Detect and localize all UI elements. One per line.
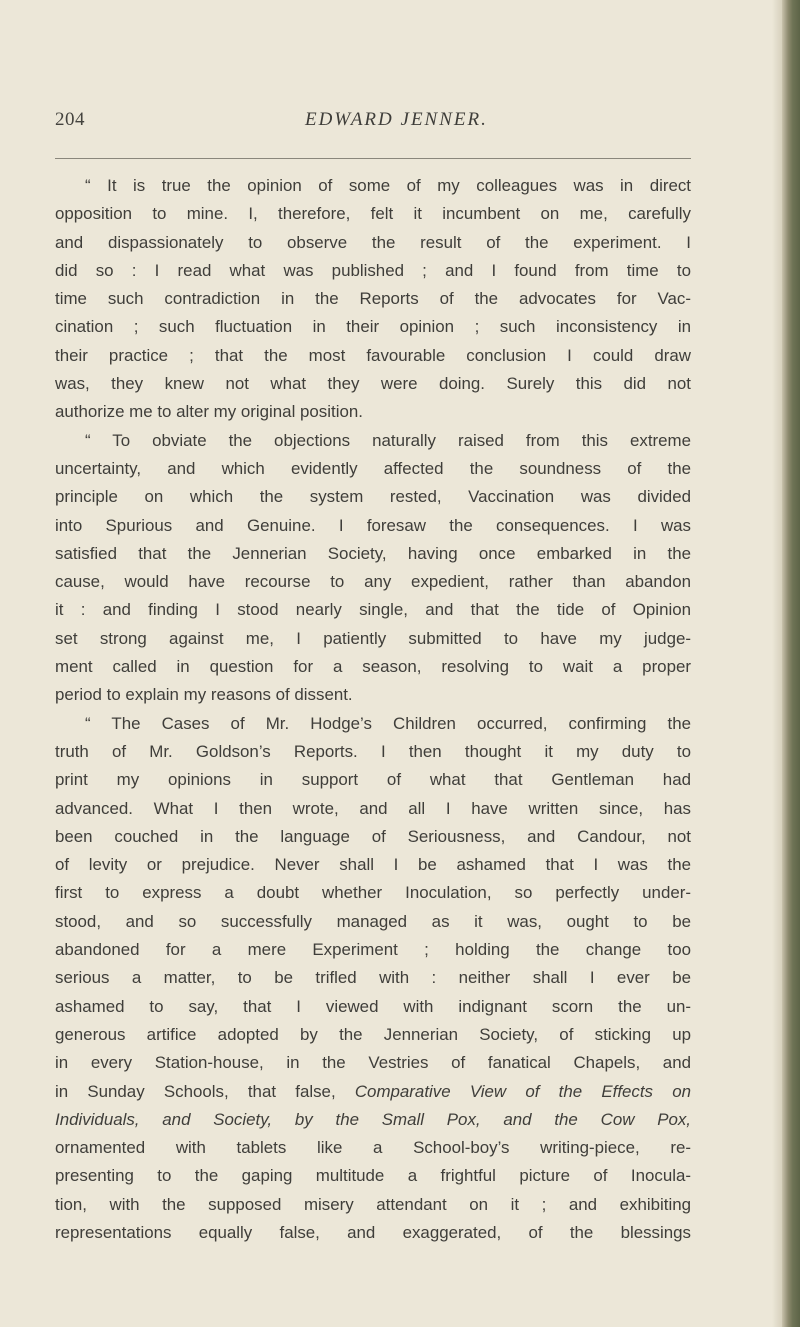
text-line: stood, and so successfully managed as it was, ought to be bbox=[55, 911, 691, 931]
text-line: “ The Cases of Mr. Hodge’s Children occurred, confirming the bbox=[85, 713, 691, 733]
text-line: first to express a doubt whether Inoculation, so perfectly under- bbox=[55, 883, 691, 903]
text-line: ment called in question for a season, resolving to wait a proper bbox=[55, 657, 691, 677]
text-span: in Sunday Schools, that false, bbox=[55, 1081, 355, 1101]
page-header bbox=[55, 109, 695, 139]
text-line: in every Station-house, in the Vestries of fanatical Chapels, and bbox=[55, 1053, 691, 1073]
text-line: ashamed to say, that I viewed with indignant scorn the un- bbox=[55, 996, 691, 1016]
text-line: was, they knew not what they were doing. Surely this did not bbox=[55, 374, 691, 394]
text-line: been couched in the language of Seriousness, and Candour, not bbox=[55, 826, 691, 846]
text-line: truth of Mr. Goldson’s Reports. I then thought it my duty to bbox=[55, 741, 691, 761]
text-line: abandoned for a mere Experiment ; holding the change too bbox=[55, 940, 691, 960]
text-line: advanced. What I then wrote, and all I have written since, has bbox=[55, 798, 691, 818]
text-line: their practice ; that the most favourable conclusion I could draw bbox=[55, 345, 691, 365]
text-line: satisfied that the Jennerian Society, having once embarked in the bbox=[55, 543, 691, 563]
text-line: authorize me to alter my original position. bbox=[55, 402, 363, 422]
text-line: opposition to mine. I, therefore, felt it incumbent on me, carefully bbox=[55, 204, 691, 224]
text-line: period to explain my reasons of dissent. bbox=[55, 685, 353, 705]
italic-title-text: Individuals, and Society, by the Small Pox, and the Cow Pox, bbox=[55, 1109, 691, 1129]
text-line: uncertainty, and which evidently affected the soundness of the bbox=[55, 458, 691, 478]
page-gutter-shadow bbox=[772, 0, 782, 1327]
header-rule bbox=[55, 158, 691, 159]
text-line: representations equally false, and exaggerated, of the blessings bbox=[55, 1222, 691, 1242]
text-line: serious a matter, to be trifled with : neither shall I ever be bbox=[55, 968, 691, 988]
text-line bbox=[55, 1078, 691, 1106]
text-line bbox=[55, 1106, 691, 1134]
text-line: ornamented with tablets like a School-boy’s writing-piece, re- bbox=[55, 1138, 691, 1158]
text-line: and dispassionately to observe the result of the experiment. I bbox=[55, 232, 691, 252]
text-line: principle on which the system rested, Vaccination was divided bbox=[55, 487, 691, 507]
text-line: cause, would have recourse to any expedient, rather than abandon bbox=[55, 572, 691, 592]
text-line: it : and finding I stood nearly single, and that the tide of Opinion bbox=[55, 600, 691, 620]
text-line: presenting to the gaping multitude a frightful picture of Inocula- bbox=[55, 1166, 691, 1186]
text-line: did so : I read what was published ; and I found from time to bbox=[55, 260, 691, 280]
text-line: set strong against me, I patiently submitted to have my judge- bbox=[55, 628, 691, 648]
text-line: “ To obviate the objections naturally raised from this extreme bbox=[85, 430, 691, 450]
text-line: of levity or prejudice. Never shall I be ashamed that I was the bbox=[55, 855, 691, 875]
italic-title-text: Comparative View of the Effects on bbox=[354, 1081, 691, 1101]
running-head: EDWARD JENNER. bbox=[305, 109, 488, 130]
body-text bbox=[55, 172, 691, 1247]
text-line: “ It is true the opinion of some of my colleagues was in direct bbox=[85, 176, 691, 195]
page-number: 204 bbox=[55, 109, 85, 130]
text-line: print my opinions in support of what that Gentleman had bbox=[55, 770, 691, 790]
text-line: generous artifice adopted by the Jennerian Society, of sticking up bbox=[55, 1024, 691, 1044]
text-line: time such contradiction in the Reports of the advocates for Vac- bbox=[55, 289, 691, 309]
text-line: tion, with the supposed misery attendant on it ; and exhibiting bbox=[55, 1194, 691, 1214]
text-line: cination ; such fluctuation in their opinion ; such inconsistency in bbox=[55, 317, 691, 337]
page-edge-binding bbox=[782, 0, 800, 1327]
text-line: into Spurious and Genuine. I foresaw the consequences. I was bbox=[55, 515, 691, 535]
